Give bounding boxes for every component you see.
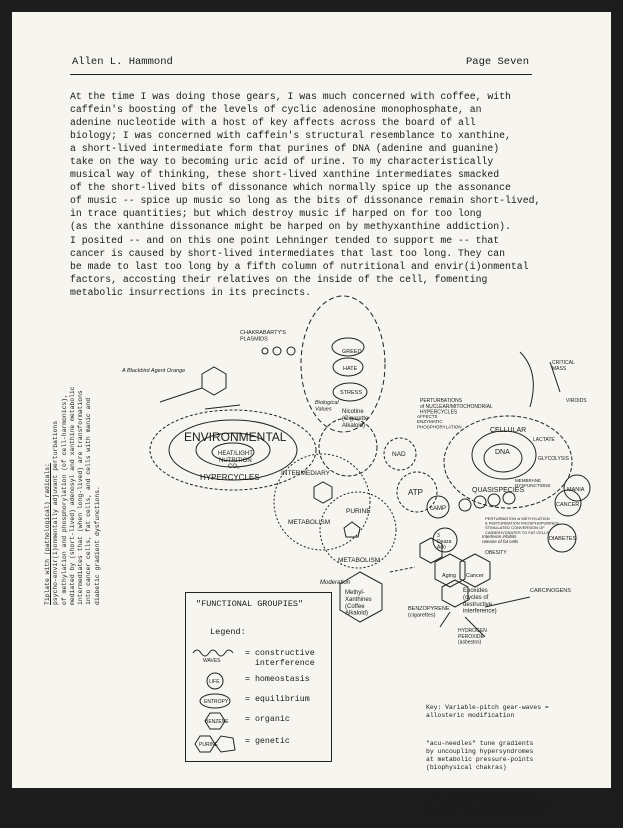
label-mania: MANIA [567,487,585,493]
label-hypercycles: HYPERCYCLES [200,473,260,482]
label-environmental: ENVIRONMENTAL [184,430,287,444]
svg-text:BENZENE: BENZENE [205,719,229,725]
header-page-number: Page Seven [466,56,530,68]
legend-row-entropy [191,691,331,711]
label-aging: Aging [442,573,457,579]
label-heat-light: HEAT/LIGHT [218,451,253,457]
legend-row-benzene [191,711,331,731]
svg-text:ENTROPY: ENTROPY [204,699,229,705]
label-epoxides: Epoxides (cycles of destructive interference) [463,588,497,615]
label-moderation: Moderation [320,580,351,586]
label-camp: cAMP [430,506,447,512]
label-metabolism: METABOLISM [288,519,331,526]
benzene-ring-top [202,367,226,395]
entropy-icon [191,691,239,711]
waves-icon [191,645,239,665]
label-cellular: CELLULAR [490,427,527,434]
label-nutrition: NUTRITION [219,458,252,464]
legend-text-life: = homeostasis [245,675,310,684]
label-diabetes: DIABETES [549,536,577,542]
label-hate: HATE [343,366,358,372]
legend-row-waves [191,645,331,668]
label-critical-mass: CRITICAL MASS [552,360,575,372]
label-plasmids: CHAKRABARTY'S PLASMIDS [240,330,286,343]
legend-text-benzene: = organic [245,715,290,724]
key-note [426,688,586,828]
label-benzopyrene: BENZOPYRENE (cigarettes) [408,606,450,619]
label-interferon: Interferon inhibits release of fat cells [482,534,519,545]
svg-text:LIFE: LIFE [209,679,220,685]
label-perturbations: PERTURBATIONS of NUCLEAR/MITOCHONDRIAL HYPERCYCLES [420,398,493,416]
key-note-2: "acu-needles" tune gradients by uncoupling hypersyndromes at metabolic pressure-points (biophysical chakras) [426,740,534,771]
label-lactate: LACTATE [533,437,555,443]
label-carcinogens: CARCINOGENS [530,588,571,594]
paragraph-cancer: I posited -- and on this one point Lehninger tended to support me -- that cancer is caused by short-lived intermediates that last too long. They can be made to last too long by a fifth column of nutritional and envir(i)onmental factors, accosting their relatives on the inside of the cell, fomenting metabolic insurrections in its precincts. [70,235,529,298]
legend-row-purine [191,733,331,753]
benzene-icon [191,711,239,731]
label-intermediary: INTERMEDIARY [281,470,330,477]
label-purine: PURINE [346,508,371,515]
legend-text-purine: = genetic [245,737,290,746]
legend-text-waves: = constructive interference [245,649,315,668]
label-quasispecies: QUASISPECIES [472,487,525,494]
label-cancer-hex: Cancer [466,573,484,579]
legend-label: Legend: [210,627,246,637]
label-metabolism-2: METABOLISM [338,557,381,564]
key-note-3: note twice-occurring proximity of interferon & 3-deazaadenosine, and other harmonic periodicities [426,792,553,815]
label-hydrogen-peroxide: HYDROGEN PEROXIDE (asbestos) [458,628,487,646]
purine-icon [191,733,243,755]
legend-row-life [191,671,331,691]
label-dna: DNA [495,449,510,456]
svg-text:WAVES: WAVES [203,658,221,664]
label-stress: STRESS [340,390,363,396]
key-note-1: Key: Variable-pitch gear-waves = allosteric modification [426,704,549,719]
label-obesity: OBESITY [485,550,507,556]
label-methyl-xanthines: Methyl-Xanthines (Coffee Alkaloid) [345,590,372,617]
label-co2: CO₂ [228,464,240,470]
header-rule [70,74,532,75]
functional-groupies-legend [185,592,332,762]
svg-text:PURINE: PURINE [199,742,218,748]
label-glycolysis: GLYCOLYSIS [538,456,569,462]
label-affects: AFFECTS ENZYMATIC PHOSPHORYLATION [417,414,462,430]
header-author: Allen L. Hammond [72,56,173,68]
label-three-deaza: 3 Deaza Ado [437,533,452,551]
label-agent-orange: A Blackbird Agent Orange [122,368,186,374]
label-cancer: CANCER [556,502,580,508]
side-note-body: psycho-envir(i)onmentally adjuvant perturbations of methylation and phosphorylation (of cell-harmonics), mediated by (short-lived) adenosyl and xanthine metabolic intermediates that (when long-lived) are transformations into cancer cells, fat cells, and cells with manic and diabetic gradient dysfunctions. [52,386,101,605]
label-greed: GREED [342,349,362,355]
legend-title: "FUNCTIONAL GROUPIES" [196,599,304,609]
label-nicotine: Nicotine (Cigarette Alkaloid) [342,409,369,429]
label-nad: NAD [392,451,406,458]
label-methylation: PERTURBATION of METHYLATION & PERTURBATION PHOSPHOPURINES STIMULATED CONVERSION OF CARBOHYDRATES TO FAT CELLS [485,516,559,535]
metabolism-diagram [90,292,600,692]
side-note-title: Tiplate with (pathological) radicals: [44,463,51,605]
label-atp: ATP [408,488,423,497]
label-membrane: MEMBRANE DYSFUNCTIONS [515,478,551,489]
legend-text-entropy: = equilibrium [245,695,310,704]
life-icon [191,671,239,691]
label-viroids: VIROIDS [566,398,587,404]
label-biological-values: Biological Values [315,400,339,413]
paragraph-coffee: At the time I was doing those gears, I was much concerned with coffee, with caffein's boosting of the levels of cyclic adenosine monophosphate, an adenine nucleotide with a host of key affects across the board of all biology; I was concerned with caffein's structural resemblance to xanthine, a short-lived intermediate form that purines of DNA (adenine and guanine) take on the way to becoming uric acid of urine. To my characteristically musical way of thinking, these short-lived xanthine intermediates smacked of the short-lived bits of dissonance which normally spice up the assonance of music -- spice up music so long as the bits of dissonance remain short-lived, in trace quantities; but which destroy music if harped on for too long (as the xanthine dissonance might be harped on by methyxanthine addiction). [70,91,541,232]
